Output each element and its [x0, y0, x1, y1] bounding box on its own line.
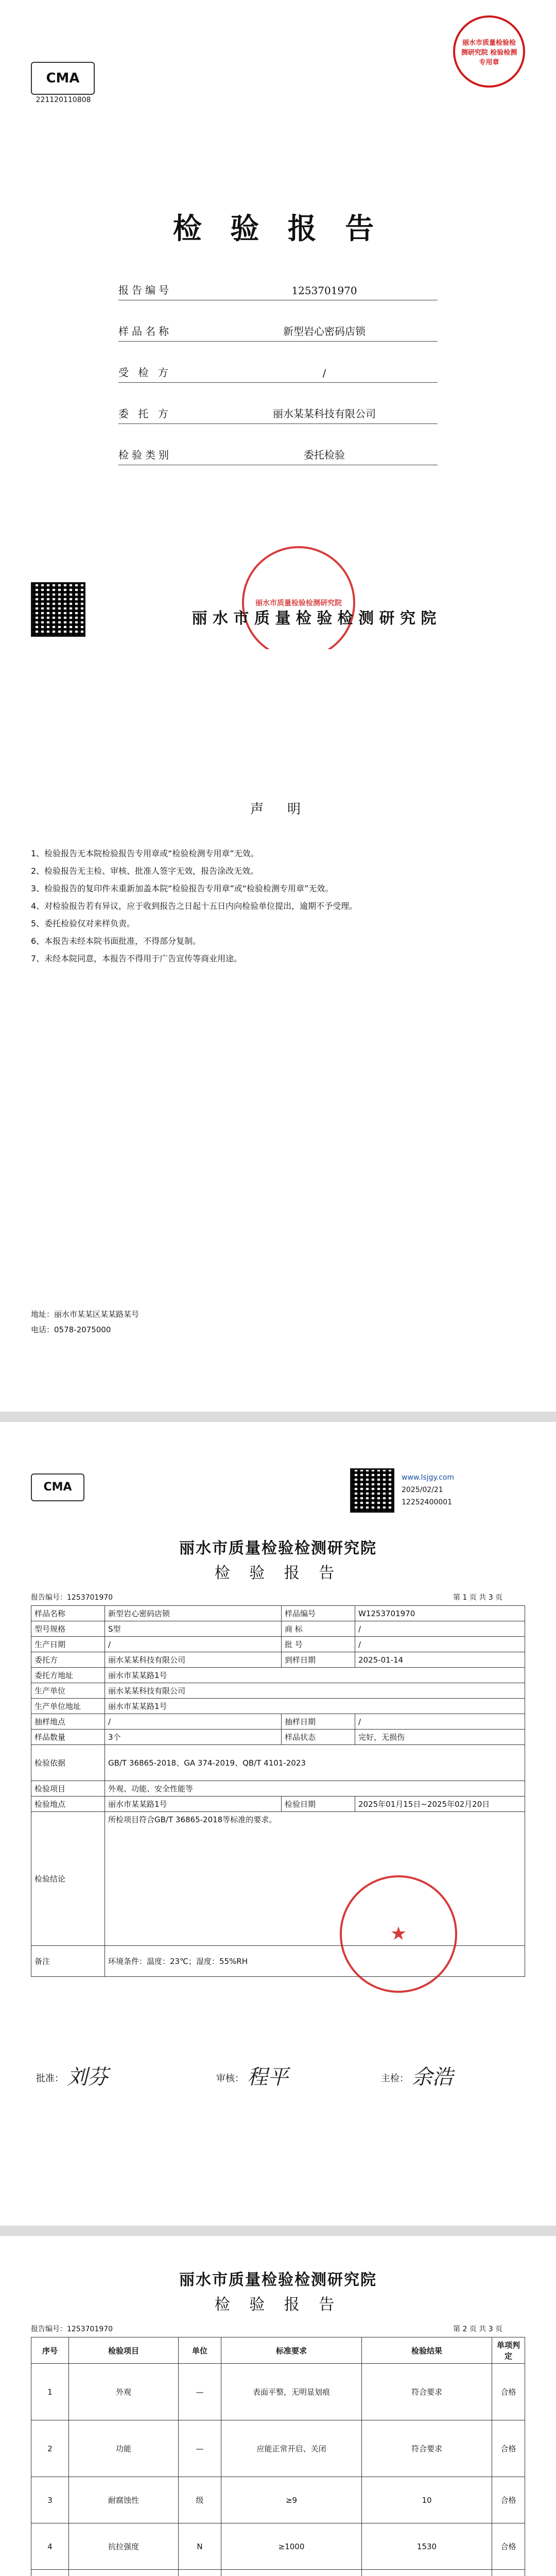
cell-label: 委托方地址	[31, 1668, 105, 1683]
cover-institute: 丽 水 市 质 量 检 验 检 测 研 究 院	[192, 609, 437, 628]
cell-value: /	[355, 1637, 525, 1652]
statement-phone: 电话：0578-2075000	[31, 1325, 111, 1334]
qr-number: 12252400001	[402, 1498, 452, 1506]
cell: 1	[31, 2364, 69, 2420]
cell-label: 到样日期	[282, 1652, 355, 1668]
cell: N	[179, 2523, 221, 2570]
cell: 合格	[492, 2477, 525, 2523]
report-institute: 丽水市质量检验检测研究院	[179, 1539, 377, 1557]
statement-item: 1、检验报告无本院检验报告专用章或“检验检测专用章”无效。	[31, 849, 259, 858]
field-label: 样品名称	[118, 325, 172, 337]
page-indicator: 第 1 页 共 3 页	[453, 1594, 503, 1602]
statement-page	[0, 649, 556, 1422]
cell	[31, 2570, 69, 2576]
table-row	[31, 1730, 525, 1745]
qr-date: 2025/02/21	[402, 1486, 443, 1494]
field-value: 委托检验	[304, 449, 345, 461]
signature-approve: 刘芬	[67, 2065, 108, 2089]
cell-value: 丽水市某某路1号	[105, 1668, 525, 1683]
cell-value: 丽水市某某路1号	[105, 1699, 525, 1714]
report-seal-stamp: ★	[340, 1875, 457, 1993]
cell-label: 检验地点	[31, 1797, 105, 1812]
cell-label: 商 标	[282, 1621, 355, 1637]
col-header: 单位	[179, 2337, 221, 2364]
field-label: 报告编号	[118, 284, 172, 296]
field-value: 新型岩心密码店锁	[283, 325, 366, 337]
cell-value: 新型岩心密码店锁	[105, 1606, 282, 1621]
cell-value: 丽水某某科技有限公司	[105, 1683, 525, 1699]
cell-value: 2025-01-14	[355, 1652, 525, 1668]
table-row	[31, 1714, 525, 1730]
cell: 抗拉强度	[69, 2523, 179, 2570]
field-label: 检验类别	[118, 449, 172, 461]
page-indicator: 第 2 页 共 3 页	[453, 2325, 503, 2333]
field-label: 委 托 方	[118, 408, 171, 420]
table-row	[31, 2364, 525, 2420]
cell-value: GB/T 36865-2018、GA 374-2019、QB/T 4101-2023	[105, 1745, 525, 1781]
cma-logo: CMA	[31, 1473, 84, 1501]
cma-logo: CMA	[31, 62, 95, 95]
cell-label: 型号规格	[31, 1621, 105, 1637]
col-header: 检验结果	[362, 2337, 492, 2364]
cell-value: /	[105, 1637, 282, 1652]
cell-label: 检验项目	[31, 1781, 105, 1797]
table-row	[31, 1683, 525, 1699]
qr-code	[31, 582, 85, 637]
cell-value: /	[355, 1714, 525, 1730]
cell: 应能正常开启、关闭	[221, 2420, 362, 2477]
cell: ≥1000	[221, 2523, 362, 2570]
table-row	[31, 1668, 525, 1683]
cell-label: 样品状态	[282, 1730, 355, 1745]
report-subtitle: 检 验 报 告	[214, 1564, 342, 1582]
cell	[492, 2570, 525, 2576]
cell	[362, 2570, 492, 2576]
cell: 功能	[69, 2420, 179, 2477]
cell: 符合要求	[362, 2364, 492, 2420]
qr-code	[350, 1468, 394, 1513]
report-no: 报告编号：1253701970	[31, 2325, 113, 2333]
top-seal-stamp	[453, 15, 525, 88]
col-header: 序号	[31, 2337, 69, 2364]
cell	[179, 2570, 221, 2576]
cell: 级	[179, 2477, 221, 2523]
report-page-2	[0, 2236, 556, 2576]
cell-label: 委托方	[31, 1652, 105, 1668]
field-value: 丽水某某科技有限公司	[273, 408, 376, 420]
signature-main: 余浩	[412, 2065, 453, 2089]
cover-title: 检 验 报 告	[172, 212, 384, 246]
cell-value: 丽水市某某路1号	[105, 1797, 282, 1812]
cell-value: S型	[105, 1621, 282, 1637]
table-row	[31, 1699, 525, 1714]
cell-label: 样品编号	[282, 1606, 355, 1621]
cell-value: 环境条件：温度：23℃；湿度：55%RH	[105, 1946, 525, 1977]
report-subtitle: 检 验 报 告	[214, 2296, 342, 2314]
report-institute: 丽水市质量检验检测研究院	[179, 2271, 377, 2289]
cell-label: 批 号	[282, 1637, 355, 1652]
col-header: 检验项目	[69, 2337, 179, 2364]
field-label: 受 检 方	[118, 366, 171, 379]
cell: 外观	[69, 2364, 179, 2420]
cell-label: 生产单位地址	[31, 1699, 105, 1714]
field-value: /	[322, 367, 326, 379]
table-header-row	[31, 2337, 525, 2364]
cell: —	[179, 2364, 221, 2420]
cell-label: 生产日期	[31, 1637, 105, 1652]
cell-label: 检验结论	[31, 1812, 105, 1946]
cell	[69, 2570, 179, 2576]
statement-item: 5、委托检验仅对来样负责。	[31, 919, 135, 928]
field-client	[118, 402, 438, 424]
cell-label: 检验依据	[31, 1745, 105, 1781]
table-row	[31, 1637, 525, 1652]
statement-title: 声 明	[250, 802, 306, 817]
cell: —	[179, 2420, 221, 2477]
statement-item: 2、检验报告无主检、审核、批准人签字无效，报告涂改无效。	[31, 866, 259, 876]
website-url[interactable]: www.lsjgy.com	[402, 1473, 455, 1482]
statement-item: 3、检验报告的复印件未重新加盖本院“检验报告专用章”或“检验检测专用章”无效。	[31, 884, 334, 893]
cell-value: W1253701970	[355, 1606, 525, 1621]
cell-label: 样品数量	[31, 1730, 105, 1745]
cell: 合格	[492, 2420, 525, 2477]
institute-seal-stamp	[242, 546, 355, 659]
report2-table	[31, 2337, 525, 2576]
cell-label: 检验日期	[282, 1797, 355, 1812]
table-row	[31, 2523, 525, 2570]
cell-label: 生产单位	[31, 1683, 105, 1699]
cell: 10	[362, 2477, 492, 2523]
cell-value: 完好，无损伤	[355, 1730, 525, 1745]
signature-review: 程平	[247, 2065, 288, 2089]
statement-item: 7、未经本院同意，本报告不得用于广告宣传等商业用途。	[31, 954, 242, 963]
cell-label: 备注	[31, 1946, 105, 1977]
report-page-1	[0, 1422, 556, 2226]
cell-value: 所检项目符合GB/T 36865-2018等标准的要求。	[105, 1812, 525, 1946]
col-header: 标准要求	[221, 2337, 362, 2364]
cell: ≥9	[221, 2477, 362, 2523]
cell-value: 2025年01月15日~2025年02月20日	[355, 1797, 525, 1812]
statement-item: 4、对检验报告若有异议，应于收到报告之日起十五日内向检验单位提出，逾期不予受理。	[31, 901, 358, 911]
cell: 符合要求	[362, 2420, 492, 2477]
table-row	[31, 1745, 525, 1781]
table-row	[31, 1797, 525, 1812]
institute-seal-text: 丽水市质量检验检测研究院	[255, 599, 342, 607]
field-sample-name	[118, 319, 438, 342]
cell: 4	[31, 2523, 69, 2570]
page-separator	[0, 2226, 556, 2236]
cell: 合格	[492, 2523, 525, 2570]
statement-item: 6、本报告未经本院书面批准，不得部分复制。	[31, 936, 201, 946]
field-inspected-party	[118, 361, 438, 383]
cover-page	[0, 0, 556, 649]
cell-value: 3个	[105, 1730, 282, 1745]
cell: 2	[31, 2420, 69, 2477]
table-row	[31, 2570, 525, 2576]
table-row	[31, 2420, 525, 2477]
table-row	[31, 1781, 525, 1797]
cma-code: 221120110808	[36, 96, 91, 104]
table-row	[31, 1621, 525, 1637]
cell-value: 外观、功能、安全性能等	[105, 1781, 525, 1797]
cell-value: /	[355, 1621, 525, 1637]
cell-label: 抽样日期	[282, 1714, 355, 1730]
col-header: 单项判定	[492, 2337, 525, 2364]
cell-label: 抽样地点	[31, 1714, 105, 1730]
sign-label-review: 审核：	[216, 2073, 244, 2084]
cell: 3	[31, 2477, 69, 2523]
table-row	[31, 1652, 525, 1668]
statement-address: 地址：丽水市某某区某某路某号	[31, 1310, 140, 1319]
table-row	[31, 1606, 525, 1621]
cell: 合格	[492, 2364, 525, 2420]
cell-value: 丽水某某科技有限公司	[105, 1652, 282, 1668]
cell: 表面平整，无明显划痕	[221, 2364, 362, 2420]
statement-body	[31, 845, 525, 968]
report-no: 报告编号：1253701970	[31, 1594, 113, 1602]
sign-label-approve: 批准：	[36, 2073, 64, 2084]
cell: 1530	[362, 2523, 492, 2570]
field-value: 1253701970	[291, 284, 357, 297]
cell: 耐腐蚀性	[69, 2477, 179, 2523]
cell-value: /	[105, 1714, 282, 1730]
table-row	[31, 2477, 525, 2523]
field-report-no	[118, 278, 438, 300]
field-category	[118, 443, 438, 465]
cell	[221, 2570, 362, 2576]
page-separator	[0, 1412, 556, 1422]
sign-label-main: 主检：	[381, 2073, 409, 2084]
top-seal-text: 丽水市质量检验检测研究院 检验检测专用章	[461, 39, 517, 66]
cell-label: 样品名称	[31, 1606, 105, 1621]
